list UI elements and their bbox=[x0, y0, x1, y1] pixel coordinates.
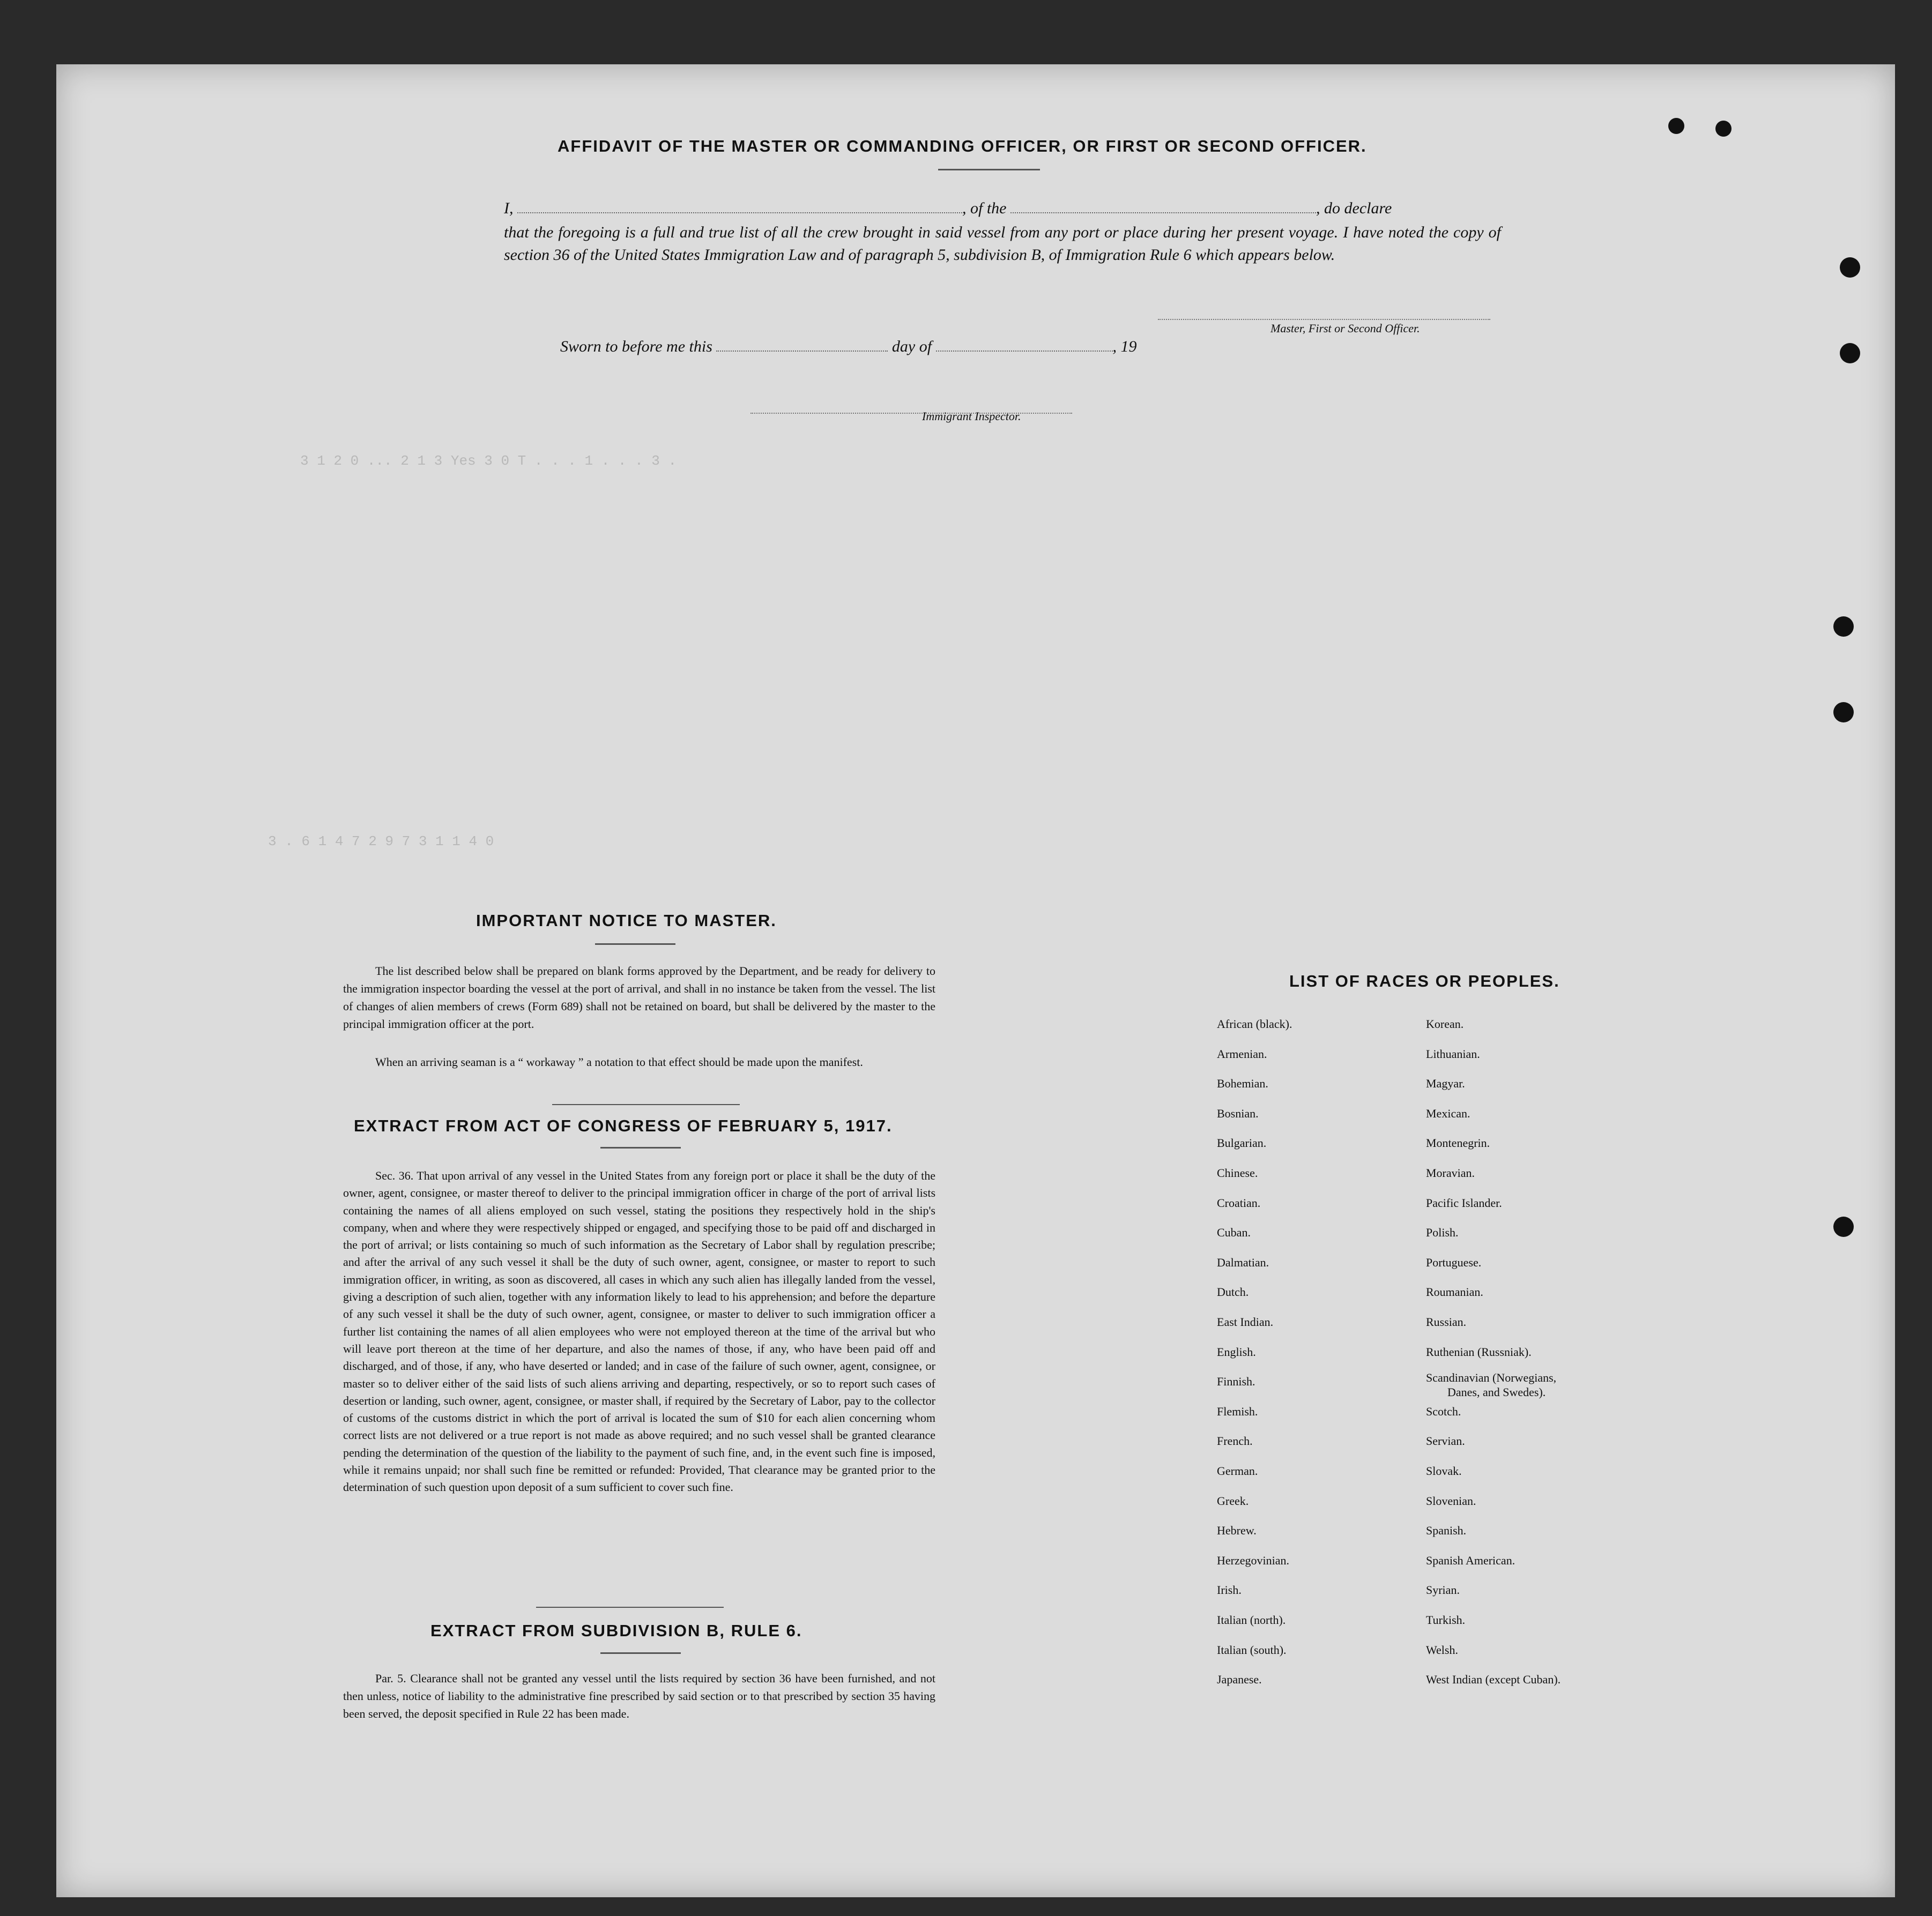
divider bbox=[536, 1607, 724, 1608]
notice-paragraph-1: The list described below shall be prepared on blank forms approved by the Department, and be ready for delivery to the immigration inspector boarding the vessel at the port of arrival, and shall in no instance be taken from the vessel. The list of changes of alien members of crews (Form 689) shall not be retained on board, but shall be delivered by the master to the principal immigration officer at the port. bbox=[343, 964, 935, 1031]
race-item: Herzegovinian. bbox=[1217, 1553, 1289, 1567]
day-blank[interactable] bbox=[716, 351, 888, 352]
punch-hole-icon bbox=[1840, 343, 1860, 363]
race-item: Spanish American. bbox=[1426, 1553, 1515, 1567]
race-item: Roumanian. bbox=[1426, 1285, 1483, 1299]
race-item: Lithuanian. bbox=[1426, 1047, 1480, 1061]
race-item: Turkish. bbox=[1426, 1613, 1466, 1627]
race-item: Pacific Islander. bbox=[1426, 1196, 1502, 1210]
vessel-blank[interactable] bbox=[1010, 212, 1316, 213]
race-item: French. bbox=[1217, 1434, 1253, 1448]
bleed-through-text: 3 1 2 0 ... 2 1 3 Yes 3 0 T . . . 1 . . . 3 . bbox=[300, 453, 677, 469]
races-title: LIST OF RACES OR PEOPLES. bbox=[1289, 972, 1560, 990]
race-item: African (black). bbox=[1217, 1017, 1292, 1031]
divider bbox=[595, 943, 675, 945]
punch-hole-icon bbox=[1833, 702, 1854, 722]
punch-hole-icon bbox=[1840, 257, 1860, 278]
race-item: Welsh. bbox=[1426, 1643, 1458, 1657]
affidavit-i-label: I, bbox=[504, 199, 514, 217]
punch-hole-icon bbox=[1833, 1217, 1854, 1237]
race-item: Italian (south). bbox=[1217, 1643, 1287, 1657]
race-item: Scotch. bbox=[1426, 1404, 1461, 1418]
race-item: Scandinavian (Norwegians, bbox=[1426, 1371, 1557, 1384]
race-item: Dalmatian. bbox=[1217, 1255, 1269, 1269]
day-of-label: day of bbox=[891, 338, 932, 355]
race-item: Servian. bbox=[1426, 1434, 1465, 1448]
rule-title: EXTRACT FROM SUBDIVISION B, RULE 6. bbox=[430, 1621, 802, 1640]
act-title: EXTRACT FROM ACT OF CONGRESS OF FEBRUARY 5, 1917. bbox=[354, 1116, 893, 1135]
divider bbox=[938, 169, 1040, 170]
race-item: Slovak. bbox=[1426, 1464, 1462, 1478]
notice-paragraph-2: When an arriving seaman is a “ workaway ” a notation to that effect should be made upon the manifest. bbox=[375, 1055, 863, 1069]
race-item: Portuguese. bbox=[1426, 1255, 1482, 1269]
rule-text: Par. 5. Clearance shall not be granted any vessel until the lists required by section 36 have been furnished, and not then unless, notice of liability to the administrative fine prescribed by said section or to that prescribed by section 35 having been served, the deposit specified in Rule 22 has been made. bbox=[343, 1672, 935, 1720]
race-item: Cuban. bbox=[1217, 1226, 1251, 1240]
inspector-label: Immigrant Inspector. bbox=[922, 409, 1021, 423]
punch-hole-icon bbox=[1715, 121, 1732, 137]
race-item: Croatian. bbox=[1217, 1196, 1261, 1210]
affidavit-declaration-line bbox=[504, 199, 1501, 218]
divider bbox=[600, 1147, 681, 1149]
race-item: Mexican. bbox=[1426, 1106, 1470, 1120]
race-item: Bosnian. bbox=[1217, 1106, 1259, 1120]
race-item: Moravian. bbox=[1426, 1166, 1475, 1180]
bleed-through-text: 3 . 6 1 4 7 2 9 7 3 1 1 4 0 bbox=[268, 833, 494, 849]
notice-title: IMPORTANT NOTICE TO MASTER. bbox=[476, 911, 777, 930]
name-blank[interactable] bbox=[517, 212, 962, 213]
signature-label: Master, First or Second Officer. bbox=[1270, 322, 1420, 335]
punch-hole-icon bbox=[1668, 118, 1684, 134]
race-item: Finnish. bbox=[1217, 1375, 1255, 1389]
race-item: Montenegrin. bbox=[1426, 1136, 1490, 1150]
race-item: Japanese. bbox=[1217, 1673, 1262, 1687]
race-item: Russian. bbox=[1426, 1315, 1467, 1329]
race-item: Ruthenian (Russniak). bbox=[1426, 1345, 1532, 1359]
race-item: Syrian. bbox=[1426, 1583, 1460, 1597]
race-item: West Indian (except Cuban). bbox=[1426, 1673, 1561, 1687]
race-item: Spanish. bbox=[1426, 1524, 1467, 1538]
race-item: Slovenian. bbox=[1426, 1494, 1476, 1508]
race-item: Magyar. bbox=[1426, 1077, 1465, 1091]
act-section-text: Sec. 36. That upon arrival of any vessel in the United States from any foreign port or place it shall be the duty of the owner, agent, consignee, or master thereof to deliver to the principal immigration officer in charge of the port of arrival lists containing the names of all aliens employed on such vessel, stating the positions they respectively hold in the ship's company, when and where they were respectively shipped or engaged, and specifying those to be paid off and discharged in the port of arrival; or lists containing so much of such information as the Secretary of Labor shall by regulation prescribe; and after the arrival of any such vessel it shall be the duty of such owner, agent, consignee, or master to report to such immigration officer, in writing, as soon as discovered, all cases in which any such alien has illegally landed from the vessel, giving a description of such alien, together with any information likely to lead to his apprehension; and before the departure of any such vessel it shall be the duty of such owner, agent, consignee, or master to deliver to such immigration officer a further list containing the names of all alien employees who were not employed thereon at the time of the arrival but who will leave port thereon at the time of her departure, and also the names of those, if any, who have been paid off and discharged, and of those, if any, who have deserted or landed; and in case of the failure of such owner, agent, consignee, or master so to deliver either of the said lists of such aliens arriving and departing, respectively, or so to report such cases of desertion or landing, such owner, agent, consignee, or master shall, if required by the Secretary of Labor, pay to the collector of customs of the customs district in which the port of arrival is located the sum of $10 for each alien concerning whom correct lists are not delivered or a true report is not made as above required; and no such vessel shall be granted clearance pending the determination of the question of the liability to the payment of such fine, and, in the event such fine is imposed, while it remains unpaid; nor shall such fine be remitted or refunded: Provided, That clearance may be granted prior to the determination of such question upon deposit of a sum sufficient to cover such fine. bbox=[343, 1169, 935, 1494]
race-item: Flemish. bbox=[1217, 1404, 1258, 1418]
affidavit-do-declare: , do declare bbox=[1316, 199, 1392, 217]
race-item: Greek. bbox=[1217, 1494, 1249, 1508]
month-blank[interactable] bbox=[936, 351, 1113, 352]
inspector-line bbox=[750, 413, 1072, 414]
race-item: Polish. bbox=[1426, 1226, 1459, 1240]
race-item: Bohemian. bbox=[1217, 1077, 1268, 1091]
year-label: , 19 bbox=[1112, 338, 1137, 355]
race-item-continuation: Danes, and Swedes). bbox=[1447, 1385, 1546, 1399]
signature-line bbox=[1158, 319, 1490, 320]
race-item: Chinese. bbox=[1217, 1166, 1258, 1180]
sworn-prefix: Sworn to before me this bbox=[560, 338, 712, 355]
race-item: Armenian. bbox=[1217, 1047, 1267, 1061]
divider bbox=[552, 1104, 740, 1105]
affidavit-body: that the foregoing is a full and true list of all the crew brought in said vessel from any port or place during her present voyage. I have noted the copy of section 36 of the United States Immigration Law and of paragraph 5, subdivision B, of Immigration Rule 6 which appears below. bbox=[504, 223, 1501, 264]
race-item: Dutch. bbox=[1217, 1285, 1249, 1299]
race-item: English. bbox=[1217, 1345, 1256, 1359]
race-item: Italian (north). bbox=[1217, 1613, 1286, 1627]
divider bbox=[600, 1652, 681, 1654]
race-item: East Indian. bbox=[1217, 1315, 1274, 1329]
punch-hole-icon bbox=[1833, 616, 1854, 637]
race-item: German. bbox=[1217, 1464, 1258, 1478]
race-item: Hebrew. bbox=[1217, 1524, 1257, 1538]
affidavit-of-the: , of the bbox=[962, 199, 1007, 217]
race-item: Korean. bbox=[1426, 1017, 1464, 1031]
affidavit-title: AFFIDAVIT OF THE MASTER OR COMMANDING OFFICER, OR FIRST OR SECOND OFFICER. bbox=[558, 137, 1367, 155]
race-item: Bulgarian. bbox=[1217, 1136, 1267, 1150]
race-item: Irish. bbox=[1217, 1583, 1242, 1597]
sworn-line bbox=[560, 338, 1137, 356]
